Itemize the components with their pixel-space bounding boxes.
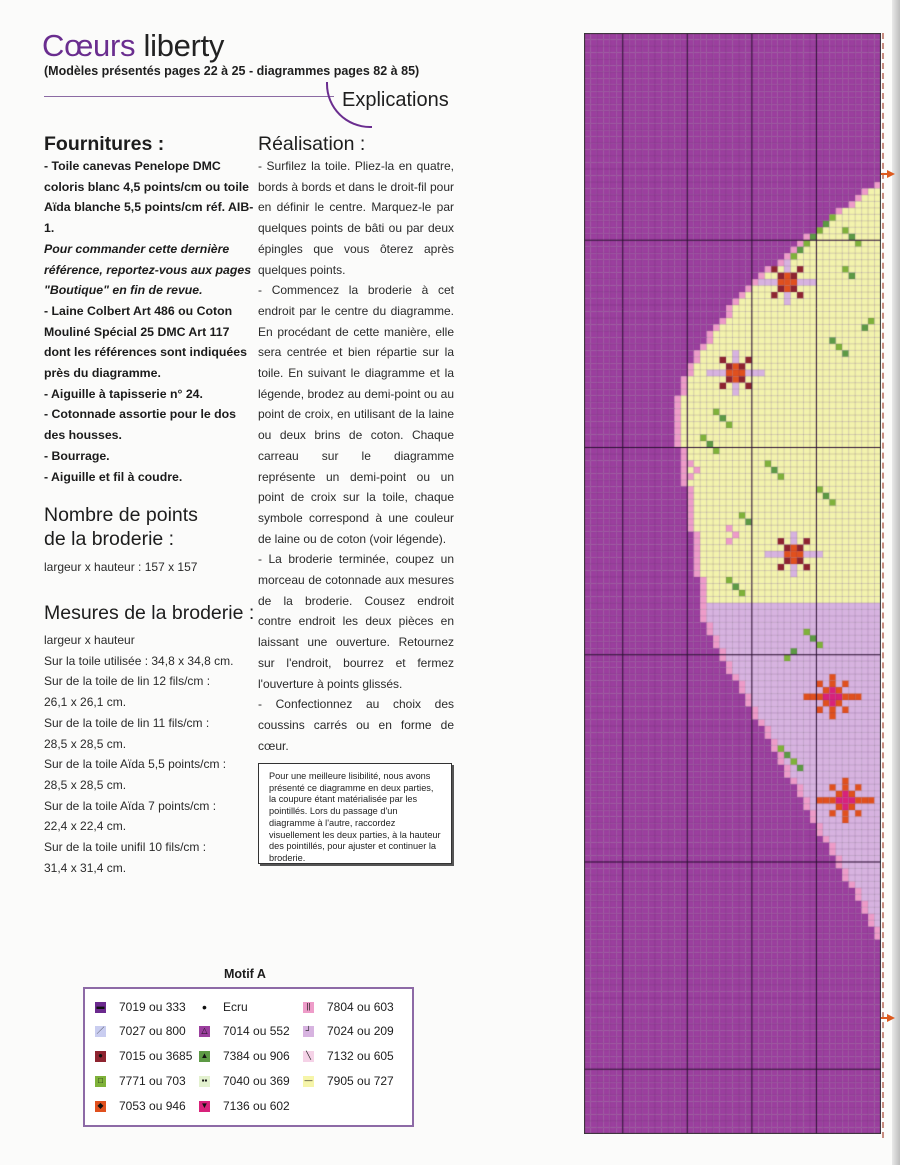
mesure-line: 22,4 x 22,4 cm. xyxy=(44,819,127,834)
fournitures-order-note: Pour commander cette dernière référence, reportez-vous aux pages "Boutique" en fin de revue. xyxy=(44,241,252,298)
legend-title: Motif A xyxy=(224,967,266,981)
fournitures-heading: Fournitures : xyxy=(44,133,165,155)
fournitures-item: - Toile canevas Penelope DMC coloris blanc 4,5 points/cm ou toile Aïda blanche 5,5 points/cm réf. AIB-1. xyxy=(44,159,254,236)
fournitures-item: - Aiguille à tapisserie n° 24. xyxy=(44,386,203,401)
legend-code: 7053 ou 946 xyxy=(119,1099,186,1113)
legend-item xyxy=(303,1046,394,1066)
legend-swatch-icon: △ xyxy=(199,1026,210,1037)
section-label: Explications xyxy=(342,89,449,111)
cut-dashed-line xyxy=(882,33,884,1138)
legend-swatch-icon: ┘ xyxy=(303,1026,314,1037)
fournitures-list xyxy=(44,156,254,487)
legend-item xyxy=(303,1021,394,1041)
mesure-line: Sur de la toile Aïda 7 points/cm : xyxy=(44,798,217,813)
mesure-line: Sur de la toile unifil 10 fils/cm : xyxy=(44,840,207,855)
realisation-heading: Réalisation : xyxy=(258,133,366,155)
title-rest: liberty xyxy=(135,28,225,63)
legend-code: 7804 ou 603 xyxy=(327,1000,394,1014)
legend-swatch-icon: ▲ xyxy=(200,1051,209,1060)
mesure-line: Sur la toile utilisée : 34,8 x 34,8 cm. xyxy=(44,653,234,668)
legend-swatch-icon: • xyxy=(202,999,207,1015)
arrow-right-icon xyxy=(887,170,895,178)
legend-code: 7019 ou 333 xyxy=(119,1000,186,1014)
page-title xyxy=(42,28,224,64)
legend-code: 7905 ou 727 xyxy=(327,1074,394,1088)
legend-swatch-icon: ● xyxy=(95,1051,106,1062)
nombre-points-heading-line1: Nombre de points xyxy=(44,504,198,526)
legend-swatch-icon: — xyxy=(304,1076,313,1085)
realisation-text xyxy=(258,156,454,756)
legend-item xyxy=(303,997,394,1017)
fournitures-item: - Cotonnade assortie pour le dos des housses. xyxy=(44,407,236,443)
nombre-points-heading-line2: de la broderie : xyxy=(44,528,175,550)
legend-code: 7024 ou 209 xyxy=(327,1024,394,1038)
mesures-heading: Mesures de la broderie : xyxy=(44,602,255,624)
realisation-paragraph: - Surfilez la toile. Pliez-la en quatre, bords à bords et dans le droit-fil pour en définir le centre. Marquez-le par quelques points de bâti ou par deux épingles que vous ôterez après quelques points. xyxy=(258,159,454,277)
nombre-points-heading xyxy=(44,503,198,551)
mesure-line: Sur de la toile Aïda 5,5 points/cm : xyxy=(44,757,227,772)
fournitures-item: - Laine Colbert Art 486 ou Coton Mouliné Spécial 25 DMC Art 117 dont les références sont indiquées près du diagramme. xyxy=(44,303,247,381)
legend-code: 7040 ou 369 xyxy=(223,1074,290,1088)
legend-item xyxy=(95,997,186,1017)
title-accent: Cœurs xyxy=(42,28,136,63)
nombre-points-value: largeur x hauteur : 157 x 157 xyxy=(44,560,198,574)
mesure-line: largeur x hauteur xyxy=(44,633,135,647)
legend-swatch-icon: ▪▪ xyxy=(199,1076,210,1087)
legend-item xyxy=(303,1071,394,1091)
legend-swatch-icon: ◆ xyxy=(95,1101,106,1112)
mesure-line: Sur de la toile de lin 12 fils/cm : xyxy=(44,674,211,689)
legend-code: 7384 ou 906 xyxy=(223,1049,290,1063)
mesure-line: 28,5 x 28,5 cm. xyxy=(44,777,127,792)
cross-stitch-chart xyxy=(584,33,881,1134)
legend-swatch-icon: ▼ xyxy=(200,1101,209,1110)
diagram-note-box: Pour une meilleure lisibilité, nous avons présenté ce diagramme en deux parties, la coupure étant matérialisée par les pointillés. Lors du passage d'un diagramme à l'autre, raccordez visuellement les deux parties, à la hauteur des pointillés, pour ajuster et continuer la broderie. xyxy=(258,763,452,864)
mesure-line: 26,1 x 26,1 cm. xyxy=(44,695,127,710)
chart-grid-canvas xyxy=(584,33,881,1134)
legend-code: 7015 ou 3685 xyxy=(119,1049,193,1063)
legend-code: 7771 ou 703 xyxy=(119,1074,186,1088)
legend-item xyxy=(95,1046,192,1066)
legend-code: 7136 ou 602 xyxy=(223,1099,290,1113)
legend-swatch-icon: ╲ xyxy=(303,1051,314,1062)
legend-swatch-icon: ▬ xyxy=(96,1002,105,1011)
page-subtitle: (Modèles présentés pages 22 à 25 - diagrammes pages 82 à 85) xyxy=(44,64,420,78)
legend-item xyxy=(95,1021,186,1041)
legend-item xyxy=(199,1096,290,1116)
legend-code: 7014 ou 552 xyxy=(223,1024,290,1038)
realisation-paragraph: - Confectionnez au choix des coussins carrés ou en forme de cœur. xyxy=(258,697,454,753)
legend-code: 7132 ou 605 xyxy=(327,1049,394,1063)
legend-swatch-icon: ／ xyxy=(96,1026,105,1035)
legend-item xyxy=(199,997,248,1017)
legend-item xyxy=(199,1071,290,1091)
realisation-paragraph: - La broderie terminée, coupez un morceau de cotonnade aux mesures de la broderie. Cousez endroit contre endroit les deux pièces en laissant une ouverture. Retournez sur l'endroit, bourrez et fermez l'ouverture à points glissés. xyxy=(258,552,454,691)
fournitures-item: - Aiguille et fil à coudre. xyxy=(44,469,183,484)
header-rule xyxy=(44,96,334,97)
mesures-list xyxy=(44,630,254,878)
mesure-line: Sur de la toile de lin 11 fils/cm : xyxy=(44,715,210,730)
legend-code: Ecru xyxy=(223,1000,248,1014)
legend-code: 7027 ou 800 xyxy=(119,1024,186,1038)
fournitures-item: - Bourrage. xyxy=(44,448,110,463)
mesure-line: 31,4 x 31,4 cm. xyxy=(44,860,127,875)
legend-swatch-icon: □ xyxy=(95,1076,106,1087)
legend-item xyxy=(199,1046,290,1066)
realisation-paragraph: - Commencez la broderie à cet endroit par le centre du diagramme. En procédant de cette manière, elle sera centrée et bien répartie sur la toile. En suivant le diagramme et la légende, brodez au demi-point ou au point de croix, en utilisant de la laine ou deux brins de coton. Chaque carreau sur le diagramme représente un demi-point ou un point de croix sur la toile, chaque symbole correspond à une couleur de laine ou de coton (voir légende). xyxy=(258,283,454,546)
legend-item xyxy=(95,1071,186,1091)
legend-item xyxy=(199,1021,290,1041)
legend-item xyxy=(95,1096,186,1116)
legend-swatch-icon: || xyxy=(303,1002,314,1013)
arrow-right-icon xyxy=(887,1014,895,1022)
color-legend xyxy=(83,987,414,1127)
mesure-line: 28,5 x 28,5 cm. xyxy=(44,736,127,751)
